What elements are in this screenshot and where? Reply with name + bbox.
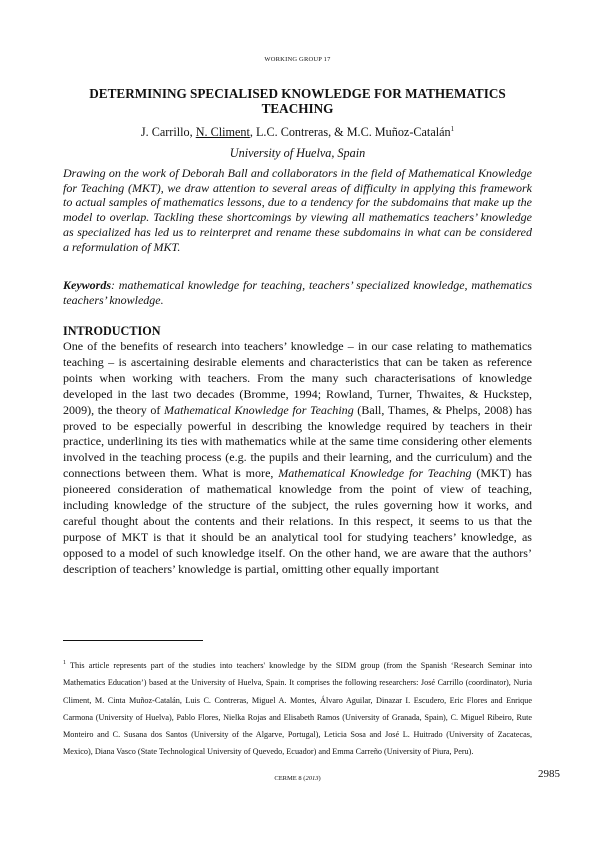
footnote-mark: 1 (63, 660, 66, 666)
running-footer (0, 775, 595, 782)
presenting-author: N. Climent (195, 125, 250, 139)
running-header: WORKING GROUP 17 (264, 56, 331, 63)
intro-text-1: One of the benefits of research into teachers’ knowledge – in our case relating to mathematics teaching – is ascertaining desirable elements and characteristics that can be taken as reference points when working with teachers. From the many such characterisations of knowledge developed in the last two decades (Bromme, 1994; Rowland, Turner, Thwaites, & Huckstep, 2009), the theory of (63, 339, 532, 417)
intro-text-3: (MKT) has pioneered consideration of mathematical knowledge from the point of view of teaching, including knowledge of the structure of the subject, the rules governing how it works, and careful thought about the contents and their relations. In this respect, it seems to us that the purpose of MKT is that it should be an analytical tool for studying teachers’ knowledge, as opposed to a model of such knowledge itself. On the other hand, we are aware that the authors’ description of teachers’ knowledge is partial, omitting other equally important (63, 466, 532, 576)
author-names-before: J. Carrillo, (140, 125, 196, 139)
footnote-divider (63, 640, 203, 641)
affiliation: University of Huelva, Spain (229, 146, 366, 160)
intro-italic-1: Mathematical Knowledge for Teaching (164, 402, 354, 417)
author-footnote-mark[interactable]: 1 (450, 125, 455, 133)
paper-title: DETERMINING SPECIALISED KNOWLEDGE FOR MATHEMATICS TEACHING (89, 86, 506, 116)
footer-year: 2013 (305, 775, 319, 782)
footnote (63, 655, 532, 761)
author-names-after: , L.C. Contreras, & M.C. Muñoz-Catalán (249, 125, 451, 139)
footnote-text: This article represents part of the studies into teachers' knowledge by the SIDM group (from the Spanish ‘Research Seminar into Mathematics Education’) based at the University of Huelva, Spain. It comprises the following researchers: José Carrillo (coordinator), Nuria Climent, M. Cinta Muñoz-Catalán, Luis C. Contreras, Miguel A. Montes, Álvaro Aguilar, Dinazar I. Escudero, Eric Flores and Enrique Carmona (University of Huelva), Pablo Flores, Nielka Rojas and Elisabeth Ramos (University of Granada, Spain), C. Miguel Ribeiro, Rute Monteiro and C. Susana dos Santos (University of the Algarve, Portugal), Leticia Sosa and José L. Huitrado (University of Zacatecas, Mexico), Diana Vasco (State Technological University of Quevedo, Ecuador) and Emma Carreño (University of Piura, Peru). (63, 661, 532, 757)
intro-italic-2: Mathematical Knowledge for Teaching (278, 466, 472, 481)
section-heading-introduction: INTRODUCTION (63, 324, 161, 338)
abstract: Drawing on the work of Deborah Ball and collaborators in the field of Mathematical Knowledge for Teaching (MKT), we draw attention to several areas of difficulty in applying this framework to actual samples of mathematics lessons, due to a tendency for the subdomains that make up the model to overlap. Tackling these shortcomings by viewing all mathematics teachers’ knowledge as specialized has led us to reinterpret and rename these subdomains in what can be considered a reformulation of MKT. (63, 166, 532, 254)
keywords (63, 278, 532, 307)
page-number: 2985 (538, 768, 560, 780)
footer-conference: CERME 8 ( (274, 775, 306, 782)
keywords-label: Keywords (63, 278, 111, 292)
intro-text-2: (Ball, Thames, & Phelps, 2008) has proved to be especially powerful in describing the knowledge required by teachers in their practice, underlining its ties with mathematics while at the same time considering other elements involved in the teaching process (e.g. the pupils and their learning, and the curriculum) and the connections between them. What is more, (63, 402, 532, 481)
author-list (63, 125, 532, 140)
introduction-paragraph (63, 339, 532, 578)
keywords-text: : mathematical knowledge for teaching, teachers’ specialized knowledge, mathematics teachers’ knowledge. (63, 278, 532, 307)
footer-close: ) (318, 775, 321, 782)
